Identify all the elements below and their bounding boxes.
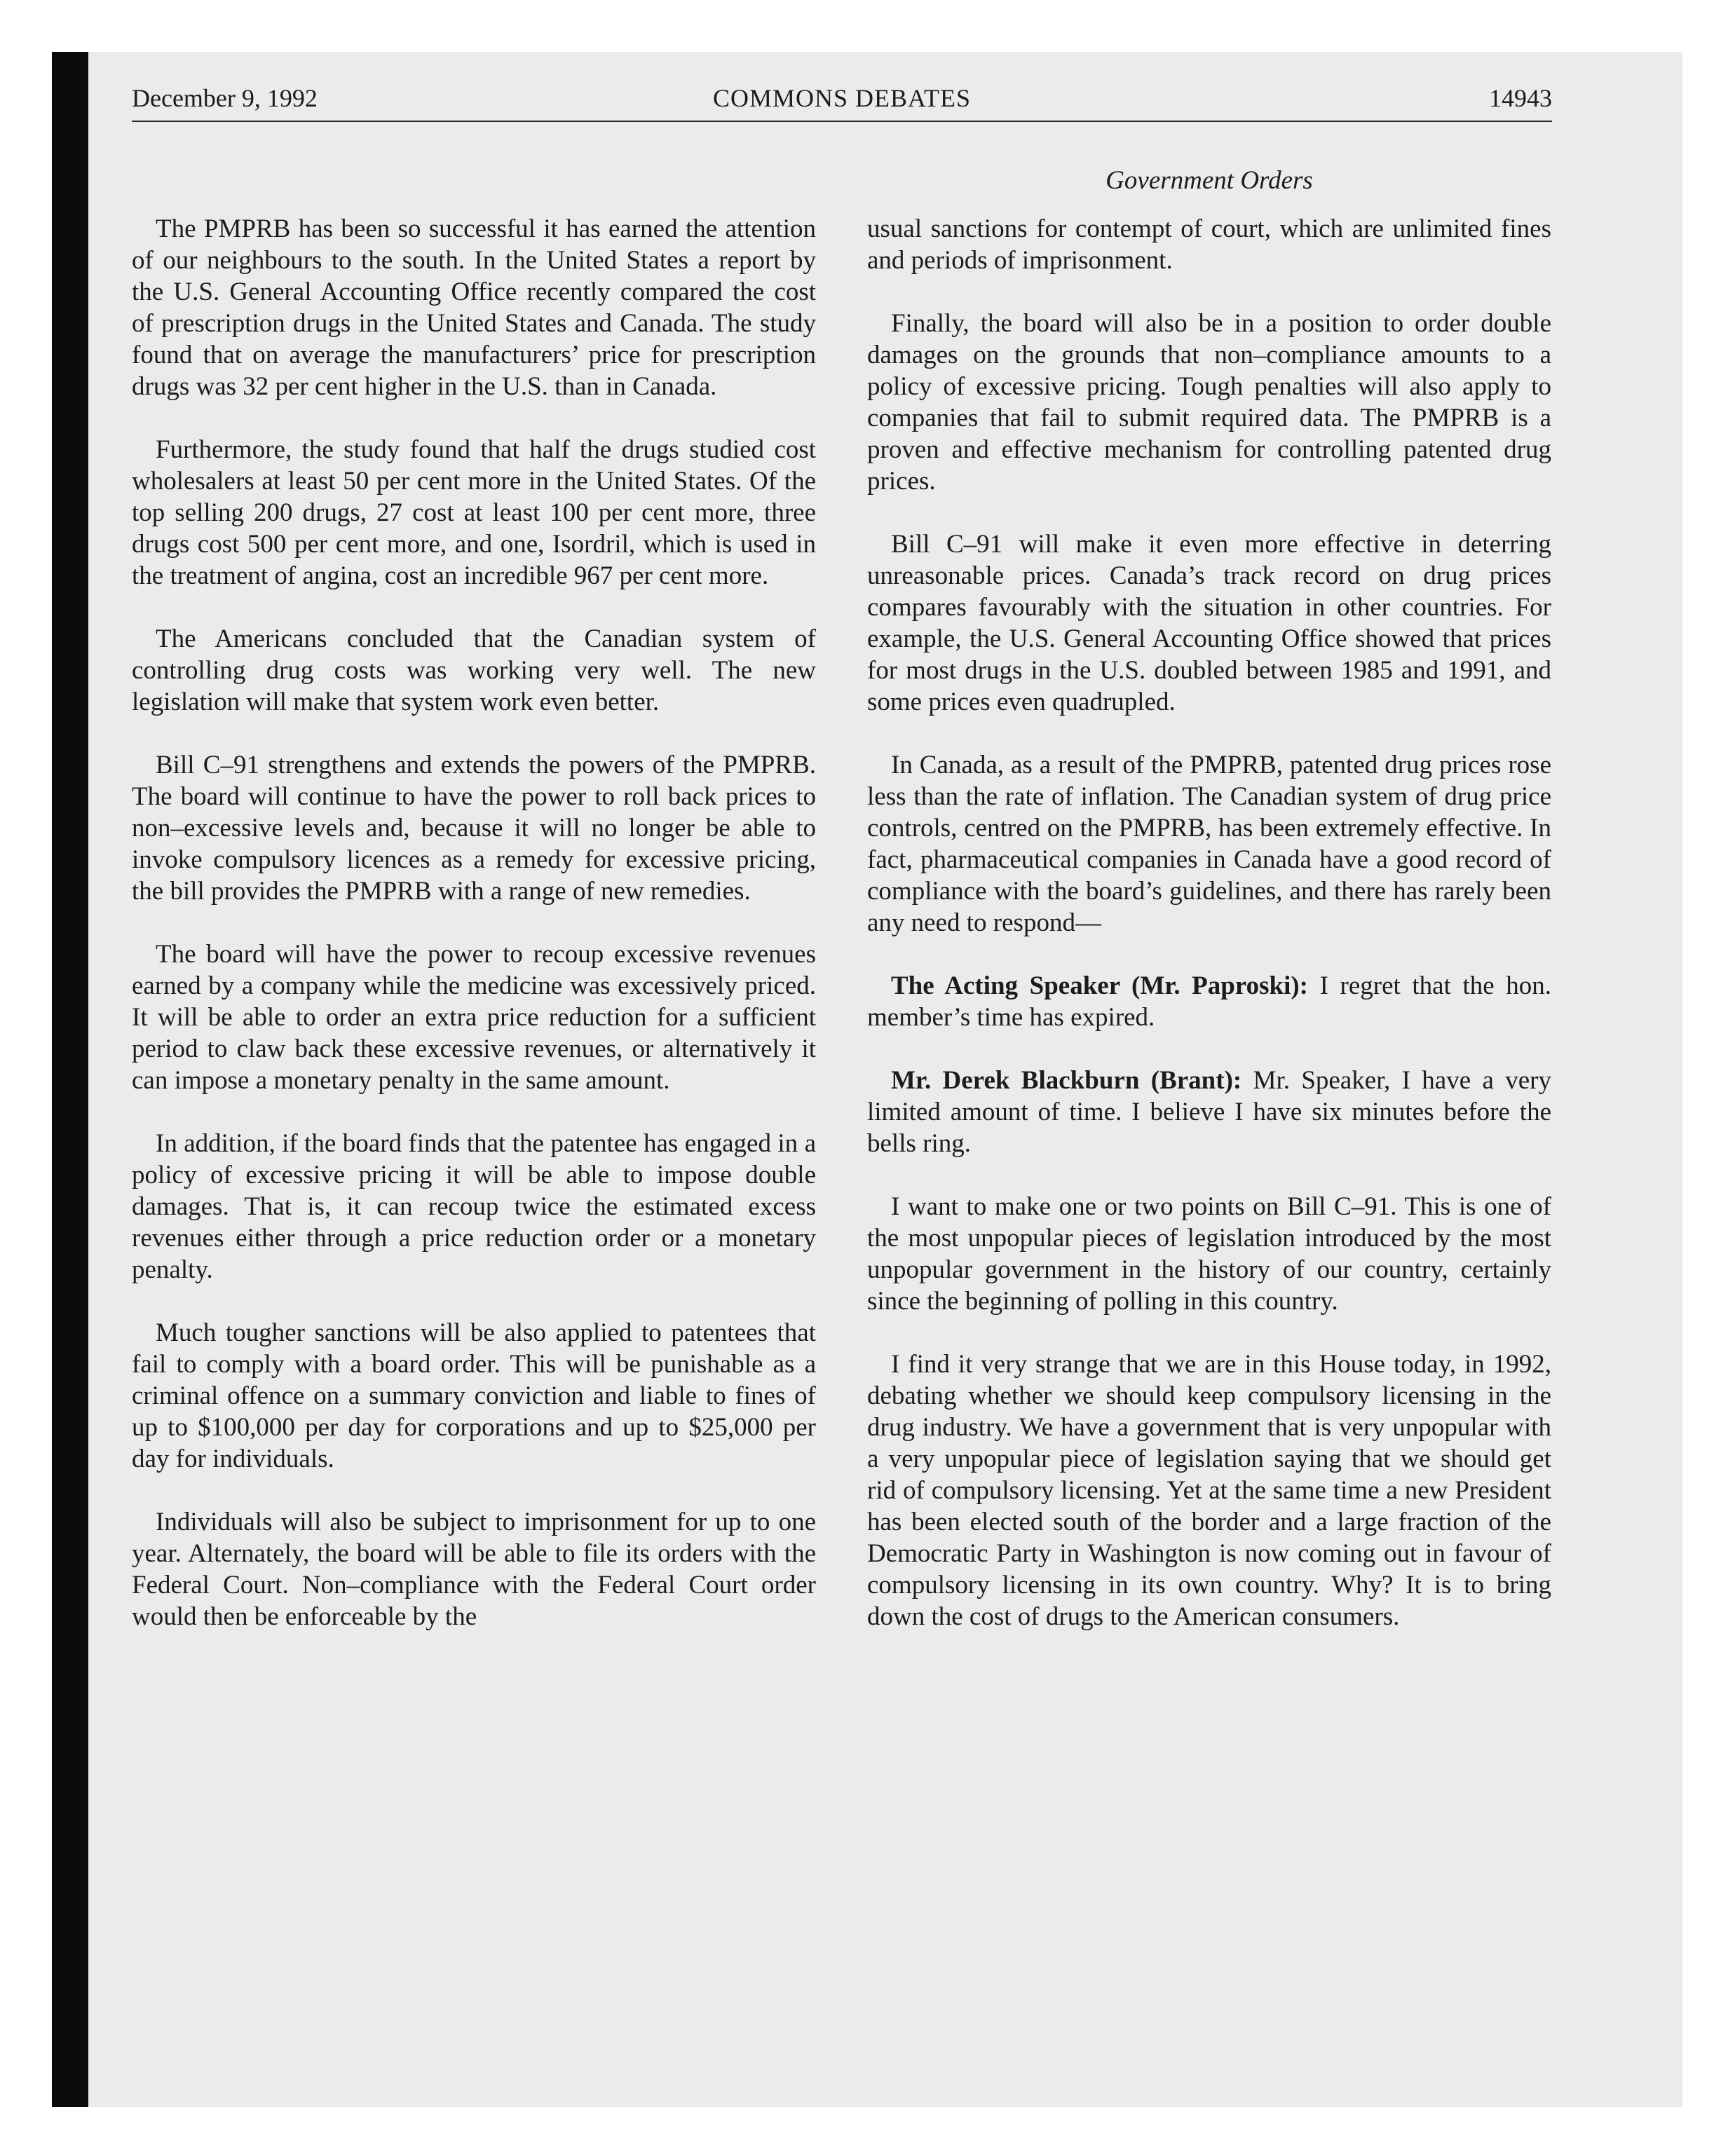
- paragraph: The PMPRB has been so successful it has earned the attention of our neighbours to the south. In the United States a report by the U.S. General Accounting Office recently compared the cost of prescription drugs in the United States and Canada. The study found that on average the manufacturers’ price for prescription drugs was 32 per cent higher in the U.S. than in Canada.: [132, 214, 816, 401]
- right-column: [867, 213, 1551, 1664]
- paragraph: I want to make one or two points on Bill C–91. This is one of the most unpopular pieces of legislation introduced by the most unpopular government in the history of our country, certainly since the beginning of polling in this country.: [867, 1192, 1551, 1316]
- paragraph: In Canada, as a result of the PMPRB, patented drug prices rose less than the rate of inflation. The Canadian system of drug price controls, centred on the PMPRB, has been extremely effective. In fact, pharmaceutical companies in Canada have a good record of compliance with the board’s guidelines, and there has rarely been any need to respond—: [867, 751, 1551, 937]
- header-page-number: 14943: [1489, 84, 1552, 112]
- speaker-name: Mr. Derek Blackburn (Brant):: [891, 1066, 1242, 1095]
- paragraph: The board will have the power to recoup excessive revenues earned by a company while the medicine was excessively priced. It will be able to order an extra price reduction for a sufficient period to claw back these excessive revenues, or alternatively it can impose a monetary penalty in the same amount.: [132, 940, 816, 1095]
- speaker-paragraph: The Acting Speaker (Mr. Paproski): I regret that the hon. member’s time has expired.: [867, 971, 1551, 1032]
- section-heading: Government Orders: [1105, 166, 1313, 195]
- paragraph: I find it very strange that we are in this House today, in 1992, debating whether we should keep compulsory licensing in the drug industry. We have a government that is very unpopular with a very unpopular piece of legislation saying that we should get rid of compulsory licensing. Yet at the same time a new President has been elected south of the border and a large fraction of the Democratic Party in Washington is now coming out in favour of compulsory licensing in its own country. Why? It is to bring down the cost of drugs to the American consumers.: [867, 1350, 1551, 1631]
- paragraph: usual sanctions for contempt of court, which are unlimited fines and periods of imprisonment.: [867, 214, 1551, 275]
- paragraph: Individuals will also be subject to imprisonment for up to one year. Alternately, the board will be able to file its orders with the Federal Court. Non–compliance with the Federal Court order would then be enforceable by the: [132, 1508, 816, 1631]
- paragraph: Bill C–91 strengthens and extends the powers of the PMPRB. The board will continue to have the power to roll back prices to non–excessive levels and, because it will no longer be able to invoke compulsory licences as a remedy for excessive pricing, the bill provides the PMPRB with a range of new remedies.: [132, 751, 816, 906]
- paragraph: Much tougher sanctions will be also applied to patentees that fail to comply with a board order. This will be punishable as a criminal offence on a summary conviction and liable to fines of up to $100,000 per day for corporations and up to $25,000 per day for individuals.: [132, 1318, 816, 1473]
- header-title: COMMONS DEBATES: [712, 84, 972, 112]
- paragraph: In addition, if the board finds that the patentee has engaged in a policy of excessive pricing it will be able to impose double damages. That is, it can recoup twice the estimated excess revenues either through a price reduction order or a monetary penalty.: [132, 1129, 816, 1284]
- page-header: [132, 74, 1552, 122]
- speaker-paragraph: Mr. Derek Blackburn (Brant): Mr. Speaker, I have a very limited amount of time. I believe I have six minutes before the bells ring.: [867, 1066, 1552, 1158]
- speaker-name: The Acting Speaker (Mr. Paproski):: [891, 971, 1309, 1000]
- paragraph: Bill C–91 will make it even more effective in deterring unreasonable prices. Canada’s track record on drug prices compares favourably with the situation in other countries. For example, the U.S. General Accounting Office showed that prices for most drugs in the U.S. doubled between 1985 and 1991, and some prices even quadrupled.: [867, 530, 1551, 716]
- paragraph: Finally, the board will also be in a position to order double damages on the grounds that non–compliance amounts to a policy of excessive pricing. Tough penalties will also apply to companies that fail to submit required data. The PMPRB is a proven and effective mechanism for controlling patented drug prices.: [867, 309, 1551, 496]
- header-date: December 9, 1992: [132, 84, 318, 112]
- binding-edge: [52, 52, 88, 2107]
- paragraph: The Americans concluded that the Canadian system of controlling drug costs was working very well. The new legislation will make that system work even better.: [132, 625, 816, 716]
- left-column: [132, 213, 816, 1664]
- paragraph: Furthermore, the study found that half the drugs studied cost wholesalers at least 50 per cent more in the United States. Of the top selling 200 drugs, 27 cost at least 100 per cent more, three drugs cost 500 per cent more, and one, Isordril, which is used in the treatment of angina, cost an incredible 967 per cent more.: [132, 435, 816, 590]
